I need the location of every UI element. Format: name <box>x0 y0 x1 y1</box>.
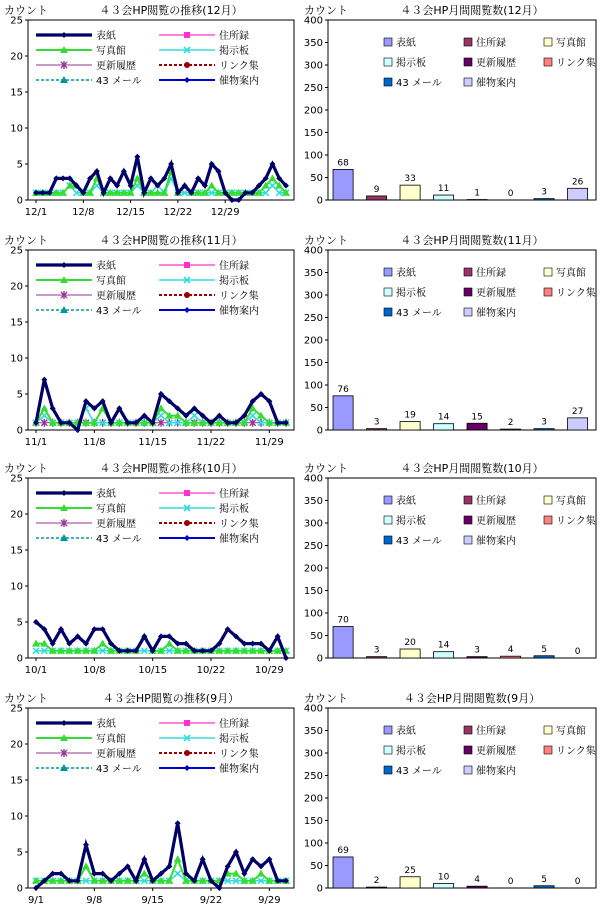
legend-label: 住所録 <box>476 268 506 279</box>
bar <box>333 857 353 888</box>
legend-swatch <box>384 308 392 316</box>
bar <box>434 884 454 889</box>
x-tick-label: 11/1 <box>24 437 48 448</box>
y-tick-label: 15 <box>10 545 23 557</box>
y-tick-label: 400 <box>303 703 323 715</box>
legend-label: 表紙 <box>396 726 416 737</box>
legend-swatch <box>544 496 552 504</box>
line-chart-panel <box>0 458 300 688</box>
y-tick-label: 15 <box>10 317 23 329</box>
bar <box>534 886 554 888</box>
data-label: 26 <box>571 177 584 188</box>
data-label: 15 <box>471 412 483 423</box>
legend-label: 表紙 <box>396 496 416 507</box>
x-tick-label: 12/15 <box>116 207 146 218</box>
legend-marker <box>184 750 190 756</box>
legend-marker <box>184 262 190 268</box>
legend-label: 催物案内 <box>219 76 259 87</box>
line-chart-panel <box>0 230 300 460</box>
bar <box>400 185 420 200</box>
legend-label: 写真館 <box>96 276 126 287</box>
legend-swatch <box>384 536 392 544</box>
y-axis-label: カウント <box>4 692 48 705</box>
x-tick-label: 9/22 <box>199 895 223 906</box>
y-tick-label: 0 <box>16 653 23 665</box>
y-tick-label: 10 <box>10 353 23 365</box>
y-tick-label: 50 <box>310 173 323 184</box>
y-tick-label: 150 <box>303 586 323 597</box>
data-label: 10 <box>437 872 450 883</box>
bar <box>534 656 554 658</box>
legend-label: 更新履歴 <box>96 61 136 72</box>
y-tick-label: 250 <box>303 83 323 94</box>
chart-svg <box>0 688 300 918</box>
legend-label: 写真館 <box>556 726 586 737</box>
data-label: 76 <box>337 384 349 395</box>
data-label: 3 <box>373 645 380 656</box>
data-label: 2 <box>373 876 380 887</box>
data-label: 14 <box>437 640 450 651</box>
legend-label: 表紙 <box>396 38 416 49</box>
y-tick-label: 0 <box>16 425 23 437</box>
bar <box>434 195 454 200</box>
legend-label: 更新履歴 <box>476 58 516 69</box>
data-label: 69 <box>337 845 349 856</box>
legend-label: 掲示板 <box>396 516 426 527</box>
data-label: 70 <box>337 615 349 626</box>
legend-swatch <box>384 78 392 86</box>
x-tick-label: 12/22 <box>163 207 193 218</box>
y-tick-label: 300 <box>303 60 323 72</box>
bar <box>501 656 521 658</box>
legend-label: 43 メール <box>96 534 142 545</box>
data-label: 5 <box>541 644 547 655</box>
y-tick-label: 5 <box>16 389 23 401</box>
x-tick-label: 10/22 <box>196 665 226 676</box>
data-label: 3 <box>541 187 547 198</box>
legend-label: 住所録 <box>219 31 249 42</box>
legend-label: 住所録 <box>219 719 249 730</box>
y-axis-label: カウント <box>4 4 48 17</box>
legend-swatch <box>384 726 392 734</box>
legend-swatch <box>384 746 392 754</box>
legend-swatch <box>544 726 552 734</box>
bar <box>467 423 487 430</box>
legend-label: 更新履歴 <box>476 288 516 299</box>
bar <box>568 188 588 200</box>
chart-svg <box>0 230 300 460</box>
y-tick-label: 0 <box>316 883 323 895</box>
legend-swatch <box>464 726 472 734</box>
bar <box>400 877 420 888</box>
chart-svg <box>0 0 300 230</box>
legend-label: 掲示板 <box>219 734 249 745</box>
y-tick-label: 15 <box>10 775 23 787</box>
chart-title: ４３会HP月間閲覧数(12月） <box>400 4 544 17</box>
y-tick-label: 350 <box>303 268 323 279</box>
legend-label: 43 メール <box>96 764 142 775</box>
legend-label: 催物案内 <box>476 308 516 319</box>
bar <box>367 657 387 658</box>
y-tick-label: 5 <box>16 617 23 629</box>
y-tick-label: 100 <box>303 380 323 392</box>
legend-label: リンク集 <box>556 746 596 757</box>
legend-label: 43 メール <box>396 766 442 777</box>
y-tick-label: 0 <box>316 653 323 665</box>
chart-title: ４３会HP月間閲覧数(11月） <box>400 234 544 247</box>
legend-marker <box>184 292 190 298</box>
bar <box>467 886 487 888</box>
legend-label: 催物案内 <box>476 766 516 777</box>
data-label: 19 <box>404 410 416 421</box>
data-label: 11 <box>437 184 450 195</box>
y-tick-label: 10 <box>10 581 23 593</box>
y-tick-label: 350 <box>303 726 323 737</box>
y-axis-label: カウント <box>304 462 348 475</box>
legend-swatch <box>384 496 392 504</box>
legend-swatch <box>544 268 552 276</box>
chart-title: ４３会HP閲覧の推移(12月） <box>99 4 243 17</box>
y-tick-label: 250 <box>303 771 323 782</box>
y-tick-label: 250 <box>303 313 323 324</box>
bar <box>501 429 521 430</box>
chart-title: ４３会HP閲覧の推移(10月） <box>99 462 243 475</box>
legend-swatch <box>464 516 472 524</box>
legend-swatch <box>464 288 472 296</box>
bar <box>467 657 487 658</box>
y-tick-label: 10 <box>10 123 23 135</box>
legend-label: 写真館 <box>556 496 586 507</box>
legend-label: 住所録 <box>219 261 249 272</box>
y-axis-label: カウント <box>304 692 348 705</box>
bar <box>534 429 554 430</box>
legend-label: 43 メール <box>396 308 442 319</box>
legend-label: 住所録 <box>476 726 506 737</box>
data-label: 27 <box>571 406 584 417</box>
y-tick-label: 50 <box>310 861 323 872</box>
legend-label: 催物案内 <box>476 536 516 547</box>
legend-swatch <box>384 38 392 46</box>
legend-label: リンク集 <box>556 516 596 527</box>
y-tick-label: 400 <box>303 245 323 257</box>
chart-title: ４３会HP月間閲覧数(10月） <box>400 462 544 475</box>
legend-label: 掲示板 <box>396 58 426 69</box>
y-axis-label: カウント <box>4 462 48 475</box>
legend-label: 写真館 <box>96 734 126 745</box>
legend-swatch <box>544 516 552 524</box>
y-tick-label: 5 <box>16 159 23 171</box>
legend-swatch <box>384 766 392 774</box>
x-tick-label: 9/8 <box>86 895 103 906</box>
bar-chart-panel <box>300 0 602 230</box>
legend-label: 更新履歴 <box>96 519 136 530</box>
y-tick-label: 150 <box>303 128 323 139</box>
legend-label: 写真館 <box>96 504 126 515</box>
legend-label: 掲示板 <box>396 746 426 757</box>
data-label: 3 <box>541 417 547 428</box>
legend-label: リンク集 <box>219 291 259 302</box>
legend-label: 住所録 <box>219 489 249 500</box>
legend-label: 催物案内 <box>219 306 259 317</box>
chart-title: ４３会HP閲覧の推移(9月） <box>102 692 240 705</box>
y-tick-label: 400 <box>303 15 323 27</box>
legend-label: 住所録 <box>476 496 506 507</box>
y-tick-label: 400 <box>303 473 323 485</box>
legend-swatch <box>384 268 392 276</box>
y-tick-label: 350 <box>303 38 323 49</box>
y-tick-label: 300 <box>303 518 323 530</box>
legend-label: 更新履歴 <box>96 291 136 302</box>
legend-swatch <box>464 58 472 66</box>
bar-chart-panel <box>300 230 602 460</box>
bar <box>367 887 387 888</box>
y-tick-label: 200 <box>303 793 323 805</box>
y-axis-label: カウント <box>304 234 348 247</box>
y-tick-label: 25 <box>10 473 23 485</box>
legend-label: 更新履歴 <box>476 516 516 527</box>
x-tick-label: 9/1 <box>27 895 45 906</box>
legend-swatch <box>464 38 472 46</box>
legend-label: 43 メール <box>96 306 142 317</box>
y-tick-label: 250 <box>303 541 323 552</box>
data-label: 2 <box>507 418 514 429</box>
x-tick-label: 10/8 <box>83 665 106 676</box>
data-label: 33 <box>404 174 416 185</box>
bar <box>367 196 387 200</box>
data-label: 5 <box>541 874 547 885</box>
legend-swatch <box>464 308 472 316</box>
chart-svg <box>300 688 602 918</box>
chart-title: ４３会HP月間閲覧数(9月） <box>403 692 541 705</box>
y-tick-label: 0 <box>316 425 323 437</box>
y-axis-label: カウント <box>4 234 48 247</box>
legend-label: 表紙 <box>96 719 116 730</box>
legend-label: 表紙 <box>96 261 116 272</box>
y-tick-label: 0 <box>16 195 23 207</box>
legend-label: 掲示板 <box>396 288 426 299</box>
data-label: 3 <box>474 645 480 656</box>
legend-label: 掲示板 <box>219 46 249 57</box>
y-axis-label: カウント <box>304 4 348 17</box>
legend-label: 43 メール <box>396 536 442 547</box>
legend-swatch <box>384 58 392 66</box>
x-tick-label: 10/15 <box>138 665 168 676</box>
bar <box>333 396 353 430</box>
x-tick-label: 11/22 <box>196 437 226 448</box>
y-tick-label: 200 <box>303 105 323 117</box>
y-tick-label: 5 <box>16 847 23 859</box>
legend-label: 掲示板 <box>219 504 249 515</box>
legend-label: 写真館 <box>556 268 586 279</box>
data-label: 68 <box>337 158 349 169</box>
y-tick-label: 20 <box>10 739 23 751</box>
legend-label: 催物案内 <box>219 764 259 775</box>
chart-svg <box>300 458 602 688</box>
data-label: 0 <box>507 877 514 887</box>
y-tick-label: 150 <box>303 816 323 827</box>
legend-swatch <box>464 746 472 754</box>
bar-chart-panel <box>300 458 602 688</box>
legend-label: 43 メール <box>396 78 442 89</box>
bar <box>434 652 454 658</box>
bar-chart-panel <box>300 688 602 918</box>
legend-label: 写真館 <box>96 46 126 57</box>
legend-label: リンク集 <box>556 288 596 299</box>
y-tick-label: 100 <box>303 838 323 850</box>
legend-swatch <box>464 496 472 504</box>
legend-label: リンク集 <box>556 58 596 69</box>
x-tick-label: 9/29 <box>258 895 281 906</box>
y-tick-label: 200 <box>303 563 323 575</box>
legend-marker <box>184 62 190 68</box>
y-tick-label: 150 <box>303 358 323 369</box>
legend-swatch <box>544 58 552 66</box>
legend-label: 表紙 <box>96 489 116 500</box>
y-tick-label: 300 <box>303 748 323 760</box>
x-tick-label: 9/15 <box>141 895 164 906</box>
y-tick-label: 20 <box>10 51 23 63</box>
y-tick-label: 350 <box>303 496 323 507</box>
x-tick-label: 11/15 <box>138 437 168 448</box>
bar <box>534 199 554 200</box>
legend-swatch <box>464 268 472 276</box>
x-tick-label: 12/1 <box>24 207 48 218</box>
legend-swatch <box>464 536 472 544</box>
line-chart-panel <box>0 688 300 918</box>
bar <box>400 649 420 658</box>
y-tick-label: 25 <box>10 703 23 715</box>
data-label: 4 <box>507 645 514 656</box>
legend-label: 住所録 <box>476 38 506 49</box>
y-tick-label: 25 <box>10 245 23 257</box>
y-tick-label: 0 <box>316 195 323 207</box>
legend-marker <box>184 490 190 496</box>
chart-svg <box>300 230 602 460</box>
bar <box>400 421 420 430</box>
data-label: 25 <box>404 865 416 876</box>
x-tick-label: 11/8 <box>83 437 106 448</box>
data-label: 9 <box>373 184 380 195</box>
data-label: 0 <box>574 647 581 657</box>
legend-swatch <box>384 516 392 524</box>
legend-label: リンク集 <box>219 519 259 530</box>
y-tick-label: 200 <box>303 335 323 347</box>
bar <box>333 627 353 659</box>
legend-label: 表紙 <box>396 268 416 279</box>
legend-label: 写真館 <box>556 38 586 49</box>
y-tick-label: 100 <box>303 608 323 620</box>
y-tick-label: 20 <box>10 509 23 521</box>
y-tick-label: 50 <box>310 631 323 642</box>
y-tick-label: 0 <box>16 883 23 895</box>
data-label: 3 <box>373 417 380 428</box>
legend-label: 催物案内 <box>219 534 259 545</box>
data-label: 0 <box>507 189 514 199</box>
bar <box>434 424 454 430</box>
line-chart-panel <box>0 0 300 230</box>
y-tick-label: 100 <box>303 150 323 162</box>
bar <box>367 429 387 430</box>
legend-marker <box>184 520 190 526</box>
legend-label: 更新履歴 <box>96 749 136 760</box>
x-tick-label: 12/29 <box>210 207 240 218</box>
legend-label: 掲示板 <box>219 276 249 287</box>
bar <box>568 418 588 430</box>
x-tick-label: 11/29 <box>254 437 284 448</box>
chart-title: ４３会HP閲覧の推移(11月） <box>99 234 243 247</box>
legend-swatch <box>544 288 552 296</box>
legend-swatch <box>544 38 552 46</box>
data-label: 14 <box>437 412 450 423</box>
chart-svg <box>0 458 300 688</box>
bar <box>333 169 353 200</box>
legend-swatch <box>384 288 392 296</box>
data-label: 20 <box>404 638 416 648</box>
x-tick-label: 10/1 <box>24 665 48 676</box>
legend-label: 表紙 <box>96 31 116 42</box>
legend-label: 43 メール <box>96 76 142 87</box>
y-tick-label: 300 <box>303 290 323 302</box>
x-tick-label: 10/29 <box>254 665 284 676</box>
legend-marker <box>184 32 190 38</box>
data-label: 1 <box>474 188 480 199</box>
y-tick-label: 10 <box>10 811 23 823</box>
y-tick-label: 50 <box>310 403 323 414</box>
y-tick-label: 20 <box>10 281 23 293</box>
chart-svg <box>300 0 602 230</box>
y-tick-label: 15 <box>10 87 23 99</box>
data-label: 4 <box>474 875 480 886</box>
legend-swatch <box>544 746 552 754</box>
data-label: 0 <box>574 877 581 887</box>
legend-swatch <box>464 766 472 774</box>
legend-marker <box>184 720 190 726</box>
x-tick-label: 12/8 <box>72 207 95 218</box>
legend-label: 催物案内 <box>476 78 516 89</box>
legend-swatch <box>464 78 472 86</box>
legend-label: リンク集 <box>219 61 259 72</box>
legend-label: 更新履歴 <box>476 746 516 757</box>
y-tick-label: 25 <box>10 15 23 27</box>
legend-label: リンク集 <box>219 749 259 760</box>
